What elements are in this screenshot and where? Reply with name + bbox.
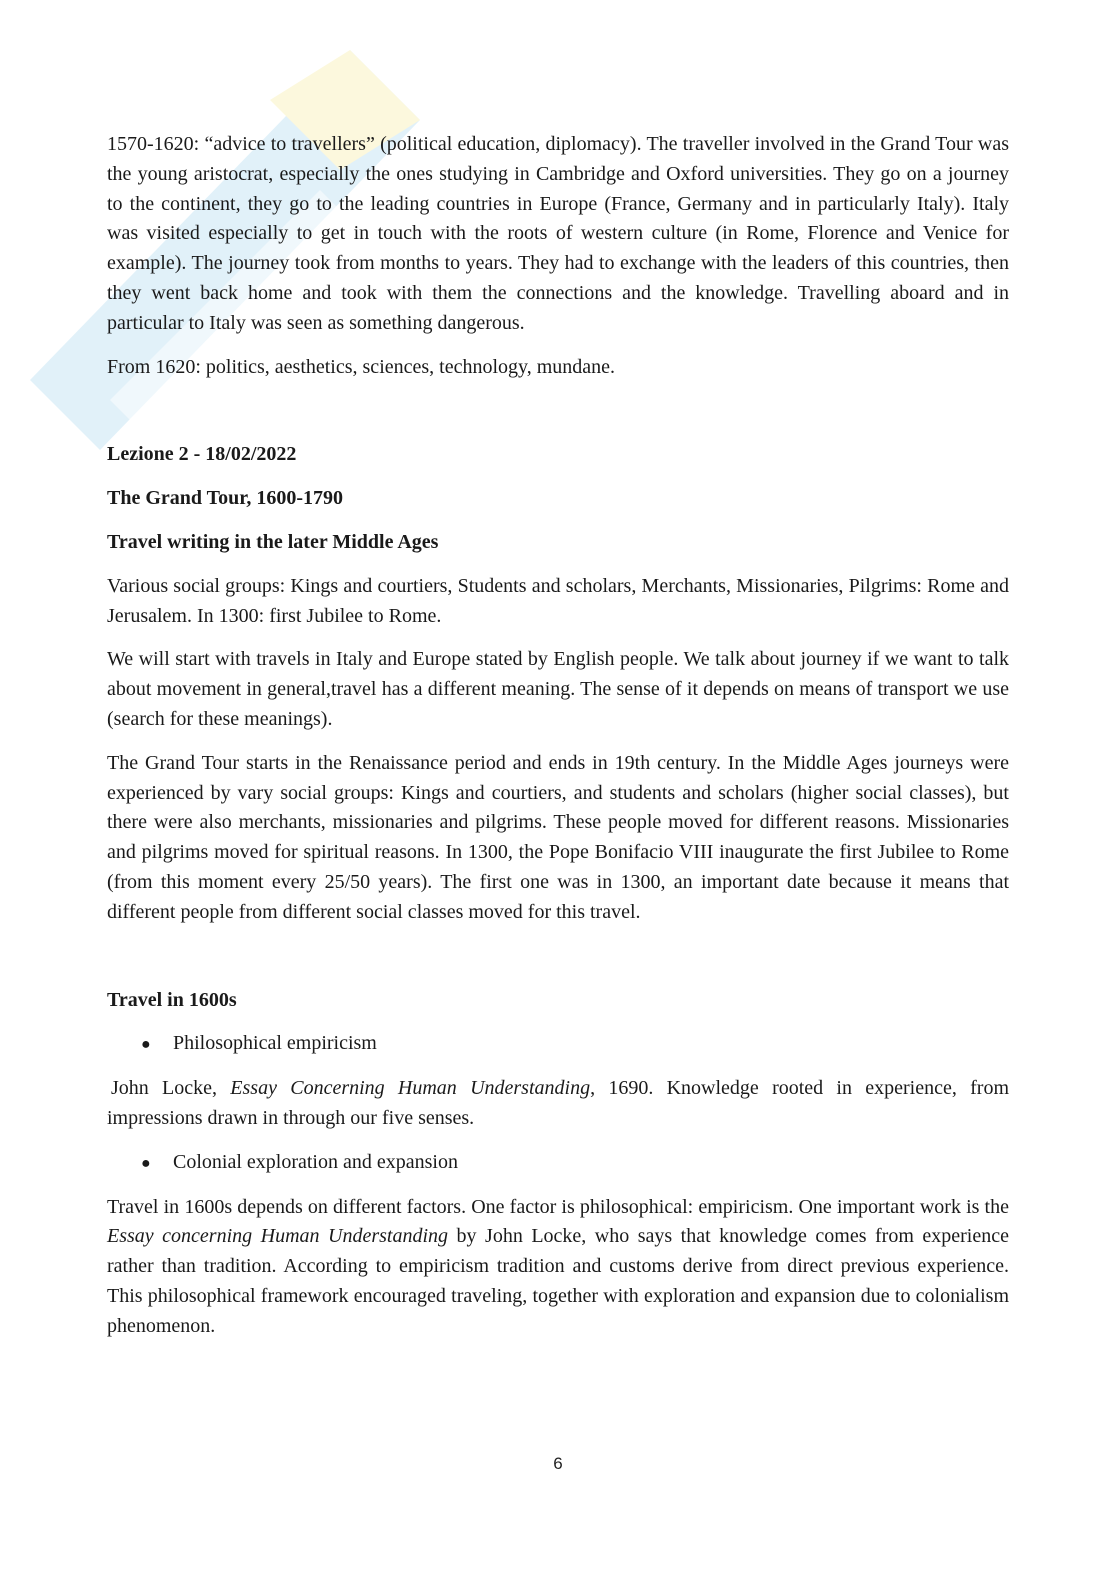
bullet-text-colonial: Colonial exploration and expansion bbox=[173, 1150, 458, 1173]
middle-ages-heading: Travel writing in the later Middle Ages bbox=[107, 530, 439, 553]
locke-text-after: , 1690. Knowledge rooted in experience, from impressions drawn in through our five senses. bbox=[107, 1077, 1009, 1129]
bullet-dot-icon: ● bbox=[141, 1154, 151, 1172]
paragraph-advice-to-travellers: 1570-1620: “advice to travellers” (political education, diplomacy). The traveller involved in the Grand Tour was the young aristocrat, especially the ones studying in Cambridge and Oxford universities. They go on a journey to the continent, they go to the leading countries in Europe (France, Germany and in particularly Italy). Italy was visited especially to get in touch with the roots of western culture (in Rome, Florence and Venice for example). The journey took from months to years. They had to exchange with the leaders of this countries, then they went back home and took with them the connections and the knowledge. Travelling aboard and in particular to Italy was seen as something dangerous. bbox=[107, 133, 1009, 334]
locke-essay-title: Essay Concerning Human Understanding bbox=[230, 1077, 591, 1100]
factors-text-after: by John Locke, who says that knowledge comes from experience rather than tradition. According to empiricism tradition and customs derive from direct previous experience. This philosophical framework encouraged traveling, together with exploration and expansion due to colonialism phenomenon. bbox=[107, 1225, 1009, 1337]
paragraph-journey-vs-travel: We will start with travels in Italy and Europe stated by English people. We talk about journey if we want to talk about movement in general,travel has a different meaning. The sense of it depends on means of transport we use (search for these meanings). bbox=[107, 648, 1009, 730]
document-page bbox=[107, 130, 1009, 1356]
paragraph-social-groups: Various social groups: Kings and courtiers, Students and scholars, Merchants, Missionaries, Pilgrims: Rome and Jerusalem. In 1300: first Jubilee to Rome. bbox=[107, 574, 1009, 627]
bullet-item-colonial bbox=[107, 1148, 1009, 1179]
locke-text-before: John Locke, bbox=[111, 1077, 231, 1100]
factors-text-before: Travel in 1600s depends on different factors. One factor is philosophical: empiricism. One important work is the bbox=[107, 1195, 1009, 1218]
paragraph-locke-essay bbox=[107, 1074, 1009, 1134]
paragraph-travel-factors bbox=[107, 1193, 1009, 1342]
lesson-heading: Lezione 2 - 18/02/2022 bbox=[107, 443, 297, 466]
page-number: 6 bbox=[553, 1454, 563, 1473]
paragraph-grand-tour-history: The Grand Tour starts in the Renaissance period and ends in 19th century. In the Middle Ages journeys were experienced by vary social groups: Kings and courtiers, and students and scholars (higher social classes), but there were also merchants, missionaries and pilgrims. These people moved for different reasons. Missionaries and pilgrims moved for spiritual reasons. In 1300, the Pope Bonifacio VIII inaugurate the first Jubilee to Rome (from this moment every 25/50 years). The first one was in 1300, an important date because it means that different people from different social classes moved for this travel. bbox=[107, 751, 1009, 923]
bullet-text-empiricism: Philosophical empiricism bbox=[173, 1032, 377, 1055]
paragraph-from-1620: From 1620: politics, aesthetics, sciences, technology, mundane. bbox=[107, 355, 616, 378]
travel-1600s-heading: Travel in 1600s bbox=[107, 988, 237, 1011]
bullet-dot-icon: ● bbox=[141, 1036, 151, 1054]
bullet-item-empiricism bbox=[107, 1029, 1009, 1060]
grand-tour-heading: The Grand Tour, 1600-1790 bbox=[107, 487, 343, 510]
factors-essay-title: Essay concerning Human Understanding bbox=[107, 1225, 449, 1248]
